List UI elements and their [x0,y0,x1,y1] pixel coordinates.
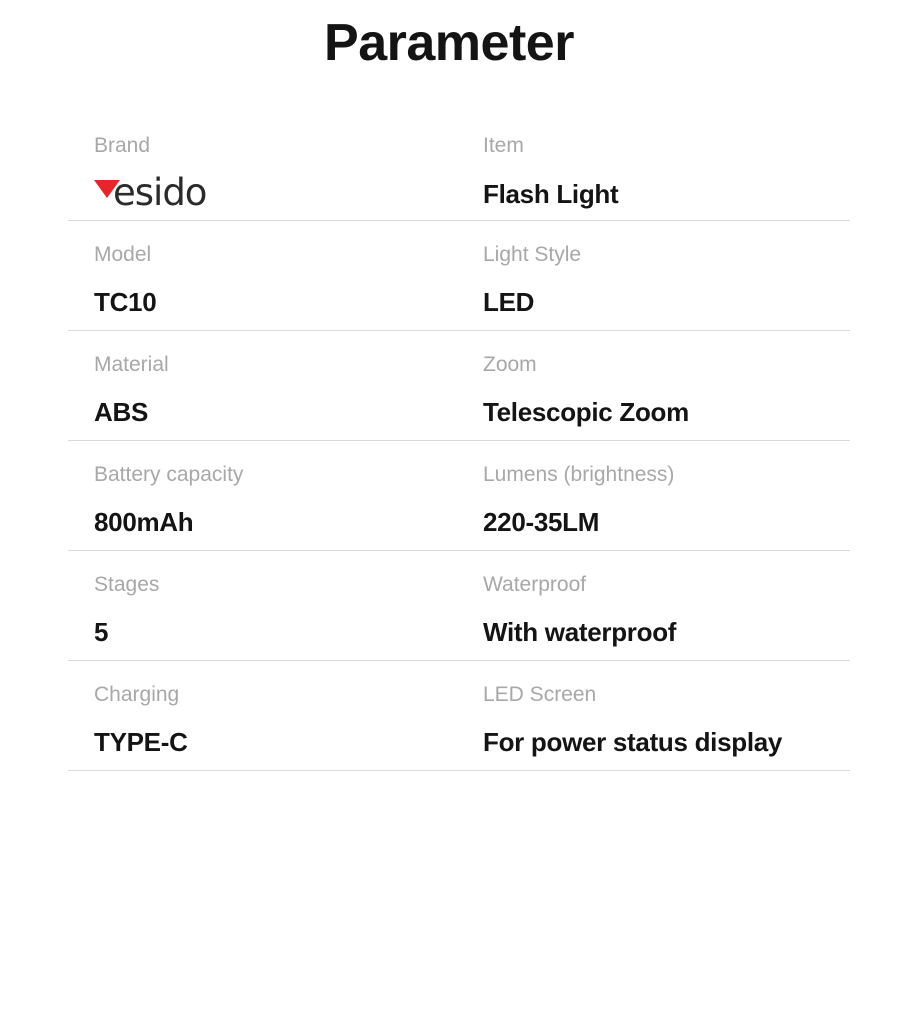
spec-cell-battery-capacity [68,441,459,540]
spec-cell-waterproof [459,551,850,650]
brand-logo-text: esido [113,171,207,215]
spec-label-model: Model [94,242,152,266]
table-row [68,661,850,771]
spec-cell-lumens [459,441,850,540]
spec-value-stages: 5 [94,617,109,648]
spec-cell-led-screen [459,661,850,760]
specification-table [68,112,850,771]
spec-value-zoom: Telescopic Zoom [483,397,689,428]
parameter-page [0,12,898,1036]
spec-cell-brand [68,112,459,213]
brand-logo [94,172,459,214]
spec-cell-charging [68,661,459,760]
spec-label-waterproof: Waterproof [483,572,587,596]
triangle-mark-icon [94,180,120,198]
table-row [68,221,850,331]
table-row [68,331,850,441]
page-title: Parameter [324,14,574,72]
spec-label-stages: Stages [94,572,160,596]
spec-value-led-screen: For power status display [483,727,783,758]
spec-value-model: TC10 [94,286,157,317]
spec-value-charging: TYPE-C [94,727,188,758]
spec-label-material: Material [94,352,169,376]
spec-label-light-style: Light Style [483,242,582,266]
table-row [68,551,850,661]
spec-cell-model [68,221,459,320]
spec-value-lumens: 220-35LM [483,507,600,538]
spec-cell-material [68,331,459,430]
spec-label-led-screen: LED Screen [483,683,597,707]
table-row [68,441,850,551]
spec-cell-stages [68,551,459,650]
spec-cell-item [459,112,850,213]
spec-label-brand: Brand [94,134,151,158]
spec-value-material: ABS [94,397,148,428]
spec-value-battery-capacity: 800mAh [94,507,194,538]
spec-cell-zoom [459,331,850,430]
table-row [68,112,850,220]
spec-label-battery-capacity: Battery capacity [94,462,244,486]
spec-value-item: Flash Light [483,178,619,209]
spec-label-zoom: Zoom [483,352,537,376]
spec-value-light-style: LED [483,286,535,317]
spec-cell-light-style [459,221,850,320]
spec-label-item: Item [483,134,524,158]
spec-label-lumens: Lumens (brightness) [483,462,675,486]
spec-value-waterproof: With waterproof [483,617,677,648]
spec-label-charging: Charging [94,683,180,707]
